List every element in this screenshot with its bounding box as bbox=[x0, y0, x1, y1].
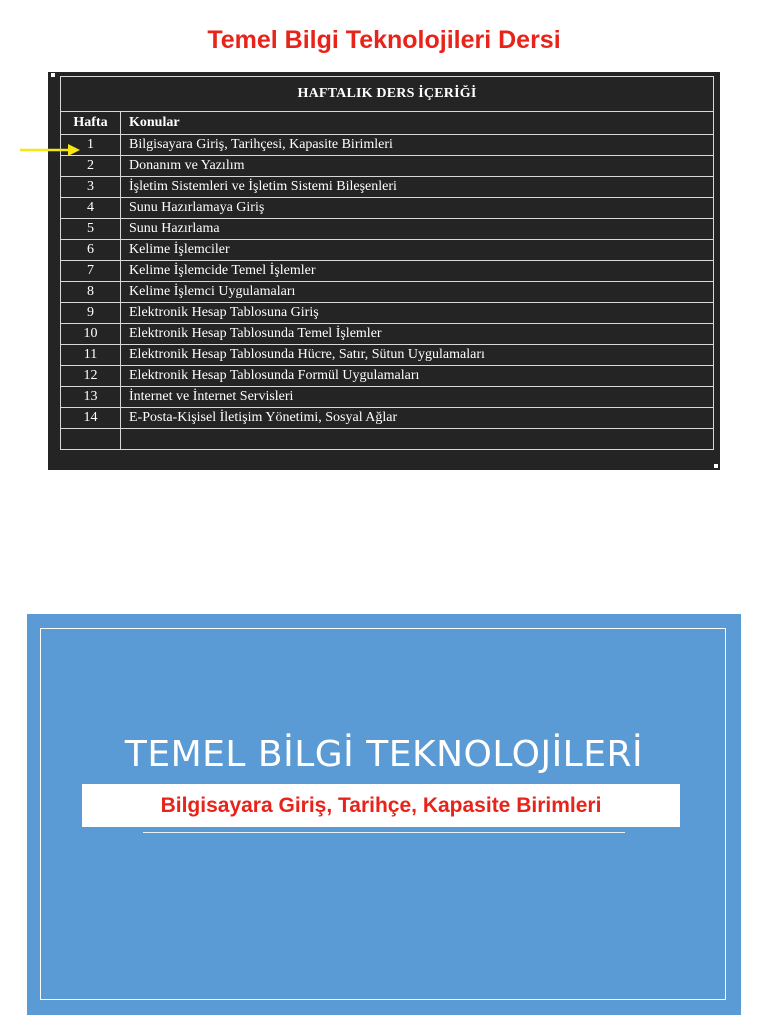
week-number: 13 bbox=[61, 387, 121, 408]
syllabus-table bbox=[60, 76, 714, 450]
pointer-arrow-icon bbox=[20, 143, 82, 157]
table-caption-row bbox=[61, 77, 714, 112]
week-number: 1 bbox=[61, 135, 121, 156]
pointer-arrow-head bbox=[68, 144, 80, 156]
table-row bbox=[61, 135, 714, 156]
cover-title: TEMEL BİLGİ TEKNOLOJİLERİ bbox=[124, 734, 644, 775]
table-row bbox=[61, 198, 714, 219]
topic-text: Kelime İşlemcide Temel İşlemler bbox=[121, 261, 714, 282]
topic-text: Elektronik Hesap Tablosuna Giriş bbox=[121, 303, 714, 324]
table-row bbox=[61, 366, 714, 387]
topic-text: Kelime İşlemci Uygulamaları bbox=[121, 282, 714, 303]
week-number: 9 bbox=[61, 303, 121, 324]
week-number: 14 bbox=[61, 408, 121, 429]
cover-subtitle: Bilgisayara Giriş, Tarihçe, Kapasite Birimleri bbox=[82, 784, 680, 827]
resize-handle-icon[interactable] bbox=[714, 464, 718, 468]
topic-text: Kelime İşlemciler bbox=[121, 240, 714, 261]
topic-text: İşletim Sistemleri ve İşletim Sistemi Bileşenleri bbox=[121, 177, 714, 198]
week-number: 5 bbox=[61, 219, 121, 240]
cover-divider bbox=[143, 832, 625, 833]
table-caption: HAFTALIK DERS İÇERİĞİ bbox=[61, 77, 714, 112]
topic-text: Sunu Hazırlamaya Giriş bbox=[121, 198, 714, 219]
column-header-week: Hafta bbox=[61, 112, 121, 135]
week-number: 7 bbox=[61, 261, 121, 282]
table-row bbox=[61, 408, 714, 429]
table-row bbox=[61, 240, 714, 261]
cover-slide bbox=[27, 614, 741, 1015]
empty-cell bbox=[61, 429, 121, 450]
week-number: 11 bbox=[61, 345, 121, 366]
topic-text: E-Posta-Kişisel İletişim Yönetimi, Sosyal Ağlar bbox=[121, 408, 714, 429]
week-number: 2 bbox=[61, 156, 121, 177]
empty-cell bbox=[121, 429, 714, 450]
table-row bbox=[61, 282, 714, 303]
table-row bbox=[61, 261, 714, 282]
table-row bbox=[61, 345, 714, 366]
syllabus-panel bbox=[48, 72, 720, 470]
week-number: 12 bbox=[61, 366, 121, 387]
topic-text: Elektronik Hesap Tablosunda Formül Uygulamaları bbox=[121, 366, 714, 387]
table-row bbox=[61, 387, 714, 408]
week-number: 3 bbox=[61, 177, 121, 198]
topic-text: Donanım ve Yazılım bbox=[121, 156, 714, 177]
topic-text: İnternet ve İnternet Servisleri bbox=[121, 387, 714, 408]
topic-text: Elektronik Hesap Tablosunda Hücre, Satır, Sütun Uygulamaları bbox=[121, 345, 714, 366]
page-title: Temel Bilgi Teknolojileri Dersi bbox=[207, 26, 561, 54]
topic-text: Sunu Hazırlama bbox=[121, 219, 714, 240]
week-number: 6 bbox=[61, 240, 121, 261]
table-row bbox=[61, 177, 714, 198]
table-row bbox=[61, 324, 714, 345]
week-number: 4 bbox=[61, 198, 121, 219]
week-number: 8 bbox=[61, 282, 121, 303]
week-number: 10 bbox=[61, 324, 121, 345]
empty-row bbox=[61, 429, 714, 450]
table-row bbox=[61, 219, 714, 240]
table-row bbox=[61, 303, 714, 324]
topic-text: Elektronik Hesap Tablosunda Temel İşlemler bbox=[121, 324, 714, 345]
table-body bbox=[61, 135, 714, 450]
column-header-topic: Konular bbox=[121, 112, 714, 135]
topic-text: Bilgisayara Giriş, Tarihçesi, Kapasite Birimleri bbox=[121, 135, 714, 156]
table-header-row bbox=[61, 112, 714, 135]
resize-handle-icon[interactable] bbox=[51, 73, 55, 77]
table-row bbox=[61, 156, 714, 177]
